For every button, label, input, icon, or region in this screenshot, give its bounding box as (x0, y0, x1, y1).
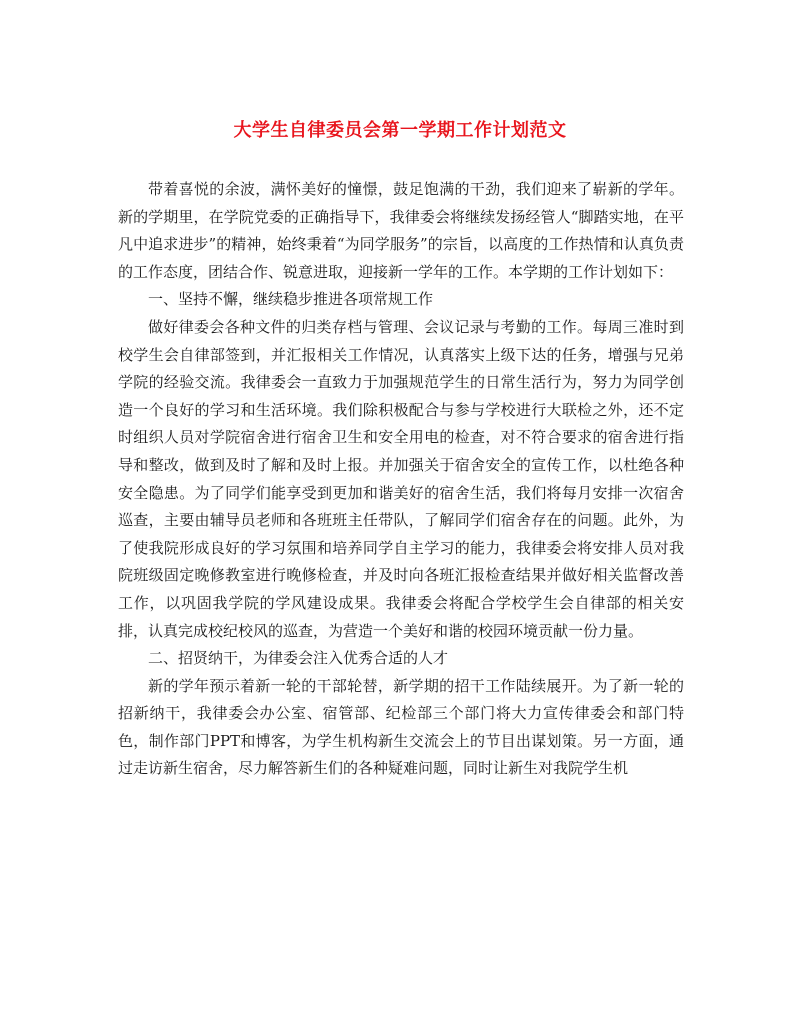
section-heading-2: 二、招贤纳干，为律委会注入优秀合适的人才 (148, 649, 449, 668)
paragraph-intro: 带着喜悦的余波，满怀美好的憧憬，鼓足饱满的干劲，我们迎来了崭新的学年。新的学期里，在学院党委的正确指导下，我律委会将继续发扬经管人“脚踏实地，在平凡中追求进步”的精神，始终秉着“为同学服务”的宗旨，以高度的工作热情和认真负责的工作态度，团结合作、锐意进取，迎接新一学年的工作。本学期的工作计划如下： (118, 180, 684, 281)
paragraph-section-1: 做好律委会各种文件的归类存档与管理、会议记录与考勤的工作。每周三准时到校学生会自律部签到，并汇报相关工作情况，认真落实上级下达的任务，增强与兄弟学院的经验交流。我律委会一直致力于加强规范学生的日常生活行为，努力为同学创造一个良好的学习和生活环境。我们除积极配合与参与学校进行大联检之外，还不定时组织人员对学院宿舍进行宿舍卫生和安全用电的检查，对不符合要求的宿舍进行指导和整改，做到及时了解和及时上报。并加强关于宿舍安全的宣传工作，以杜绝各种安全隐患。为了同学们能享受到更加和谐美好的宿舍生活，我们将每月安排一次宿舍巡查，主要由辅导员老师和各班班主任带队，了解同学们宿舍存在的问题。此外，为了使我院形成良好的学习氛围和培养同学自主学习的能力，我律委会将安排人员对我院班级固定晚修教室进行晚修检查，并及时向各班汇报检查结果并做好相关监督改善工作，以巩固我学院的学风建设成果。我律委会将配合学校学生会自律部的相关安排，认真完成校纪校风的巡查，为营造一个美好和谐的校园环境贡献一份力量。 (118, 317, 684, 640)
document-title: 大学生自律委员会第一学期工作计划范文 (233, 120, 567, 141)
section-heading-1: 一、坚持不懈，继续稳步推进各项常规工作 (148, 290, 434, 309)
document-body (118, 176, 684, 783)
paragraph-section-2: 新的学年预示着新一轮的干部轮替，新学期的招干工作陆续展开。为了新一轮的招新纳干，我律委会办公室、宿管部、纪检部三个部门将大力宣传律委会和部门特色，制作部门PPT和博客，为学生机构新生交流会上的节目出谋划策。另一方面，通过走访新生宿舍，尽力解答新生们的各种疑难问题，同时让新生对我院学生机 (118, 676, 684, 778)
